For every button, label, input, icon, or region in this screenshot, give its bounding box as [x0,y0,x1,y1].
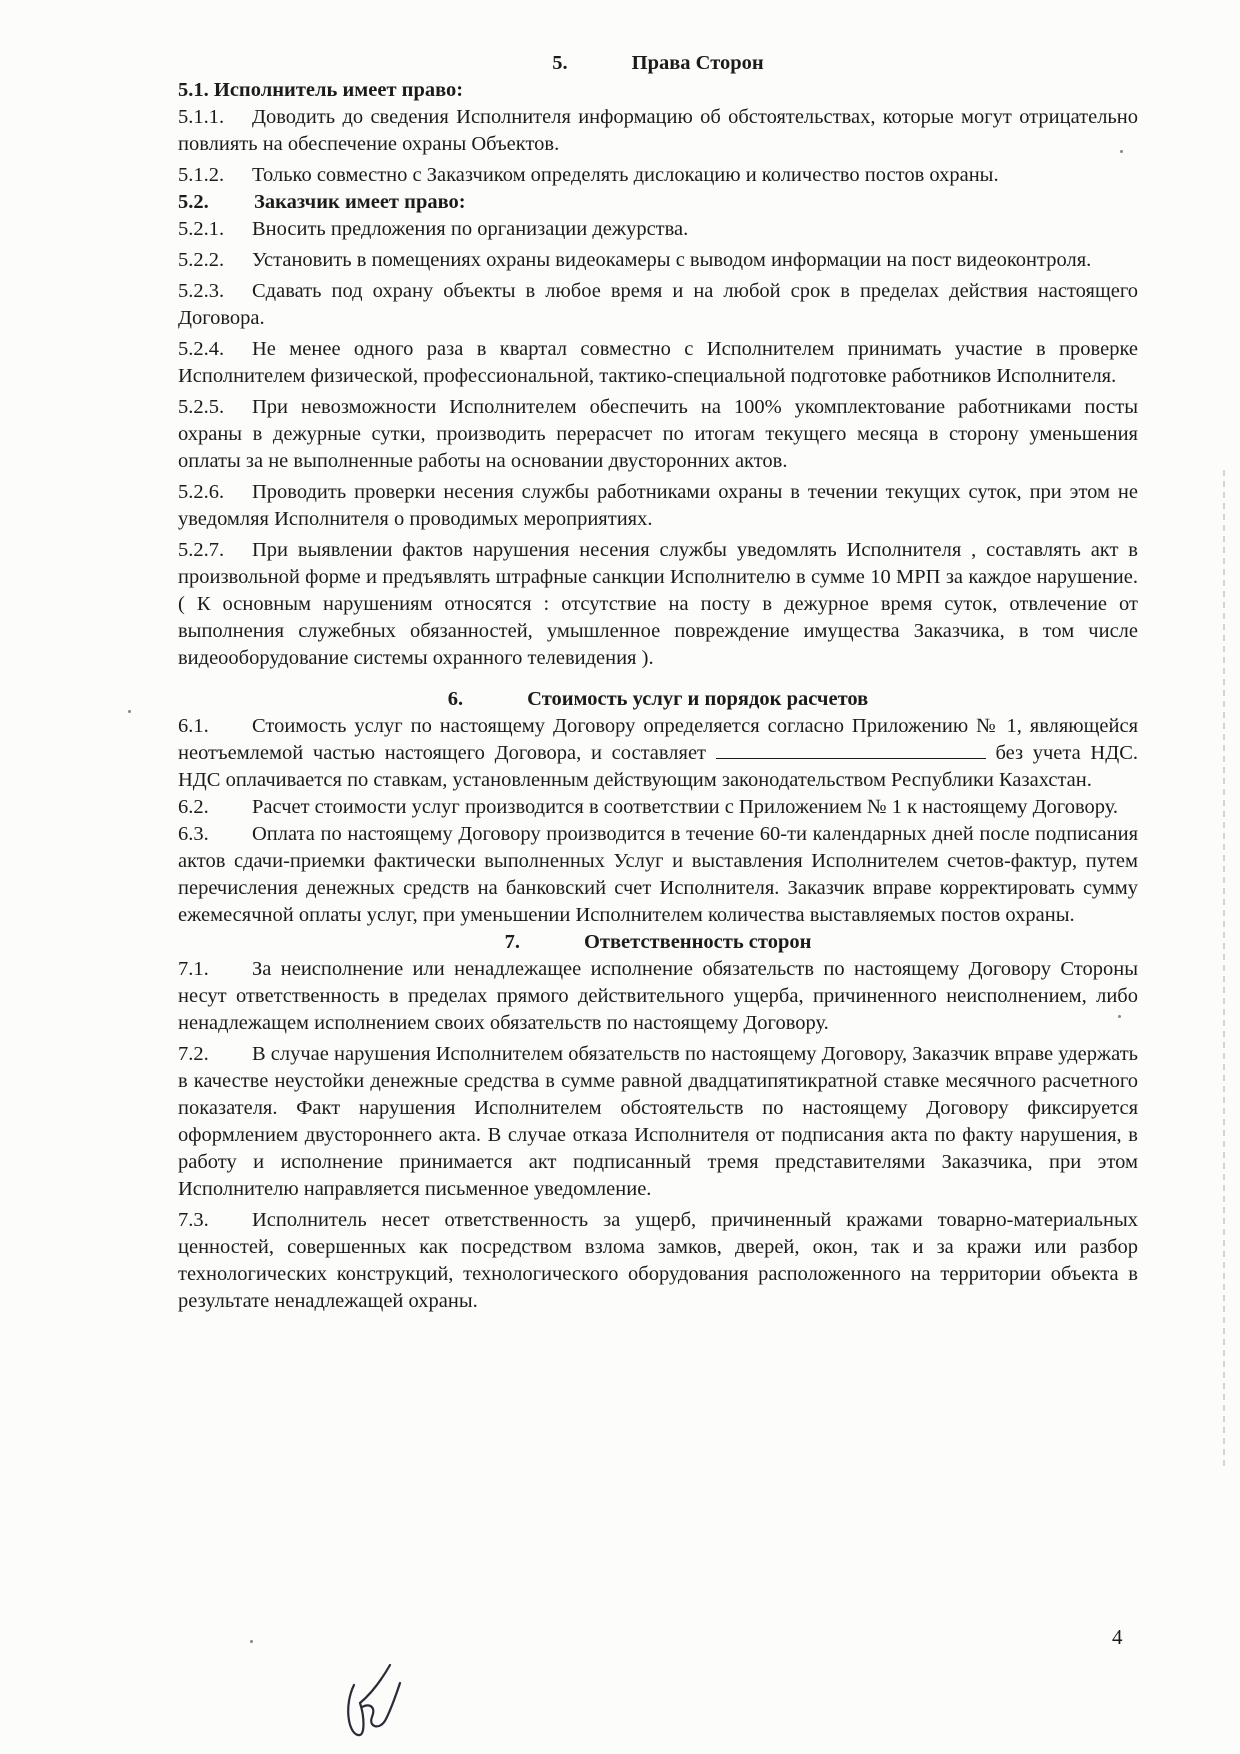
clause-5-1-1 [178,104,1138,158]
clause-number: 6.3. [178,823,209,845]
clause-text: Доводить до сведения Исполнителя информацию об обстоятельствах, которые могут отрицательно повлиять на обеспечение охраны Объектов. [178,106,1138,155]
section-7-heading [178,929,1138,956]
binding-edge-marks [1222,470,1226,1470]
clause-text: Только совместно с Заказчиком определять дислокацию и количество постов охраны. [252,164,999,186]
section-title: Ответственность сторон [583,931,812,953]
clause-text-continued: без учета НДС. НДС оплачивается по ставкам, установленным действующим законодательством Республики Казахстан. [178,742,1138,791]
clause-5-2-3 [178,278,1138,332]
amount-blank-line [716,740,986,759]
clause-number: 5.1.1. [178,106,225,128]
clause-6-2 [178,794,1138,821]
clause-5-2-2 [178,247,1138,274]
clause-number: 5.2.7. [178,539,225,561]
section-5-heading [178,50,1138,77]
clause-6-3 [178,821,1138,929]
section-number: 5. [552,52,568,74]
clause-text: За неисполнение или ненадлежащее исполнение обязательств по настоящему Договору Стороны несут ответственность в пределах прямого действительного ущерба, причиненного неисполнением, либо ненадлежащем исполнением своих обязательств по настоящему Договору. [178,958,1138,1034]
section-title: Стоимость услуг и порядок расчетов [527,688,869,710]
clause-text: Стоимость услуг по настоящему Договору определяется согласно Приложению № 1, являющейся неотъемлемой частью настоящего Договора, и составляет [178,715,1138,764]
scan-speck [1118,1015,1121,1018]
clause-number: 6.1. [178,715,209,737]
clause-number: 5.2.3. [178,280,225,302]
clause-number: 6.2. [178,796,209,818]
clause-7-3 [178,1207,1138,1315]
scan-speck [128,710,131,713]
document-body [178,50,1138,1315]
page-number: 4 [1112,1625,1123,1649]
subsection-5-1-heading: 5.1. Исполнитель имеет право: [178,79,464,101]
subsection-title: Заказчик имеет право: [254,191,466,213]
clause-5-1-2 [178,162,1138,189]
clause-number: 7.1. [178,958,209,980]
clause-5-2-5 [178,394,1138,475]
clause-5-2-6 [178,479,1138,533]
clause-number: 5.2.1. [178,218,225,240]
clause-text: Вносить предложения по организации дежурства. [252,218,689,240]
clause-text: Установить в помещениях охраны видеокамеры с выводом информации на пост видеоконтроля. [252,249,1092,271]
subsection-number: 5.2. [178,191,209,213]
clause-7-2 [178,1041,1138,1203]
section-title: Права Сторон [631,52,764,74]
section-6-heading [178,686,1138,713]
handwritten-signature [336,1655,416,1745]
clause-number: 7.3. [178,1209,209,1231]
clause-text: Сдавать под охрану объекты в любое время и на любой срок в пределах действия настоящего Договора. [178,280,1138,329]
clause-text: Не менее одного раза в квартал совместно с Исполнителем принимать участие в проверке Исполнителем физической, профессиональной, тактико-специальной подготовке работников Исполнителя. [178,338,1138,387]
clause-5-2-4 [178,336,1138,390]
clause-number: 5.2.2. [178,249,225,271]
clause-number: 5.1.2. [178,164,225,186]
clause-text: Расчет стоимости услуг производится в соответствии с Приложением № 1 к настоящему Договору. [252,796,1119,818]
clause-text: При выявлении фактов нарушения несения службы уведомлять Исполнителя , составлять акт в произвольной форме и предъявлять штрафные санкции Исполнителю в сумме 10 МРП за каждое нарушение. ( К основным нарушениям относятся : отсутствие на посту в дежурное время суток, отвлечение от выполнения служебных обязанностей, умышленное повреждение имущества Заказчика, в том числе видеооборудование системы охранного телевидения ). [178,539,1138,669]
clause-text: При невозможности Исполнителем обеспечить на 100% укомплектование работниками посты охраны в дежурные сутки, производить перерасчет по итогам текущего месяца в сторону уменьшения оплаты за не выполненные работы на основании двусторонних актов. [178,396,1138,472]
scan-speck [1120,150,1123,153]
clause-text: Оплата по настоящему Договору производится в течение 60-ти календарных дней после подписания актов сдачи-приемки фактически выполненных Услуг и выставления Исполнителем счетов-фактур, путем перечисления денежных средств на банковский счет Исполнителя. Заказчик вправе корректировать сумму ежемесячной оплаты услуг, при уменьшении Исполнителем количества выставляемых постов охраны. [178,823,1138,926]
clause-7-1 [178,956,1138,1037]
clause-text: Проводить проверки несения службы работниками охраны в течении текущих суток, при этом не уведомляя Исполнителя о проводимых мероприятиях. [178,481,1138,530]
clause-number: 5.2.5. [178,396,225,418]
scan-speck [250,1640,253,1643]
clause-6-1 [178,713,1138,794]
subsection-5-2-heading [178,189,1138,216]
section-number: 6. [447,688,464,710]
clause-5-2-7 [178,537,1138,672]
clause-text: В случае нарушения Исполнителем обязательств по настоящему Договору, Заказчик вправе удержать в качестве неустойки денежные средства в сумме равной двадцатипятикратной ставке месячного расчетного показателя. Факт нарушения Исполнителем обстоятельств по настоящему Договору фиксируется оформлением двустороннего акта. В случае отказа Исполнителя от подписания акта по факту нарушения, в работу и исполнение принимается акт подписанный тремя представителями Заказчика, при этом Исполнителю направляется письменное уведомление. [178,1043,1139,1200]
clause-number: 5.2.6. [178,481,225,503]
clause-number: 5.2.4. [178,338,225,360]
section-number: 7. [504,931,520,953]
clause-number: 7.2. [178,1043,209,1065]
clause-5-2-1 [178,216,1138,243]
clause-text: Исполнитель несет ответственность за ущерб, причиненный кражами товарно-материальных ценностей, совершенных как посредством взлома замков, дверей, окон, так и за кражи или разбор технологических конструкций, технологического оборудования расположенного на территории объекта в результате ненадлежащей охраны. [178,1209,1138,1312]
